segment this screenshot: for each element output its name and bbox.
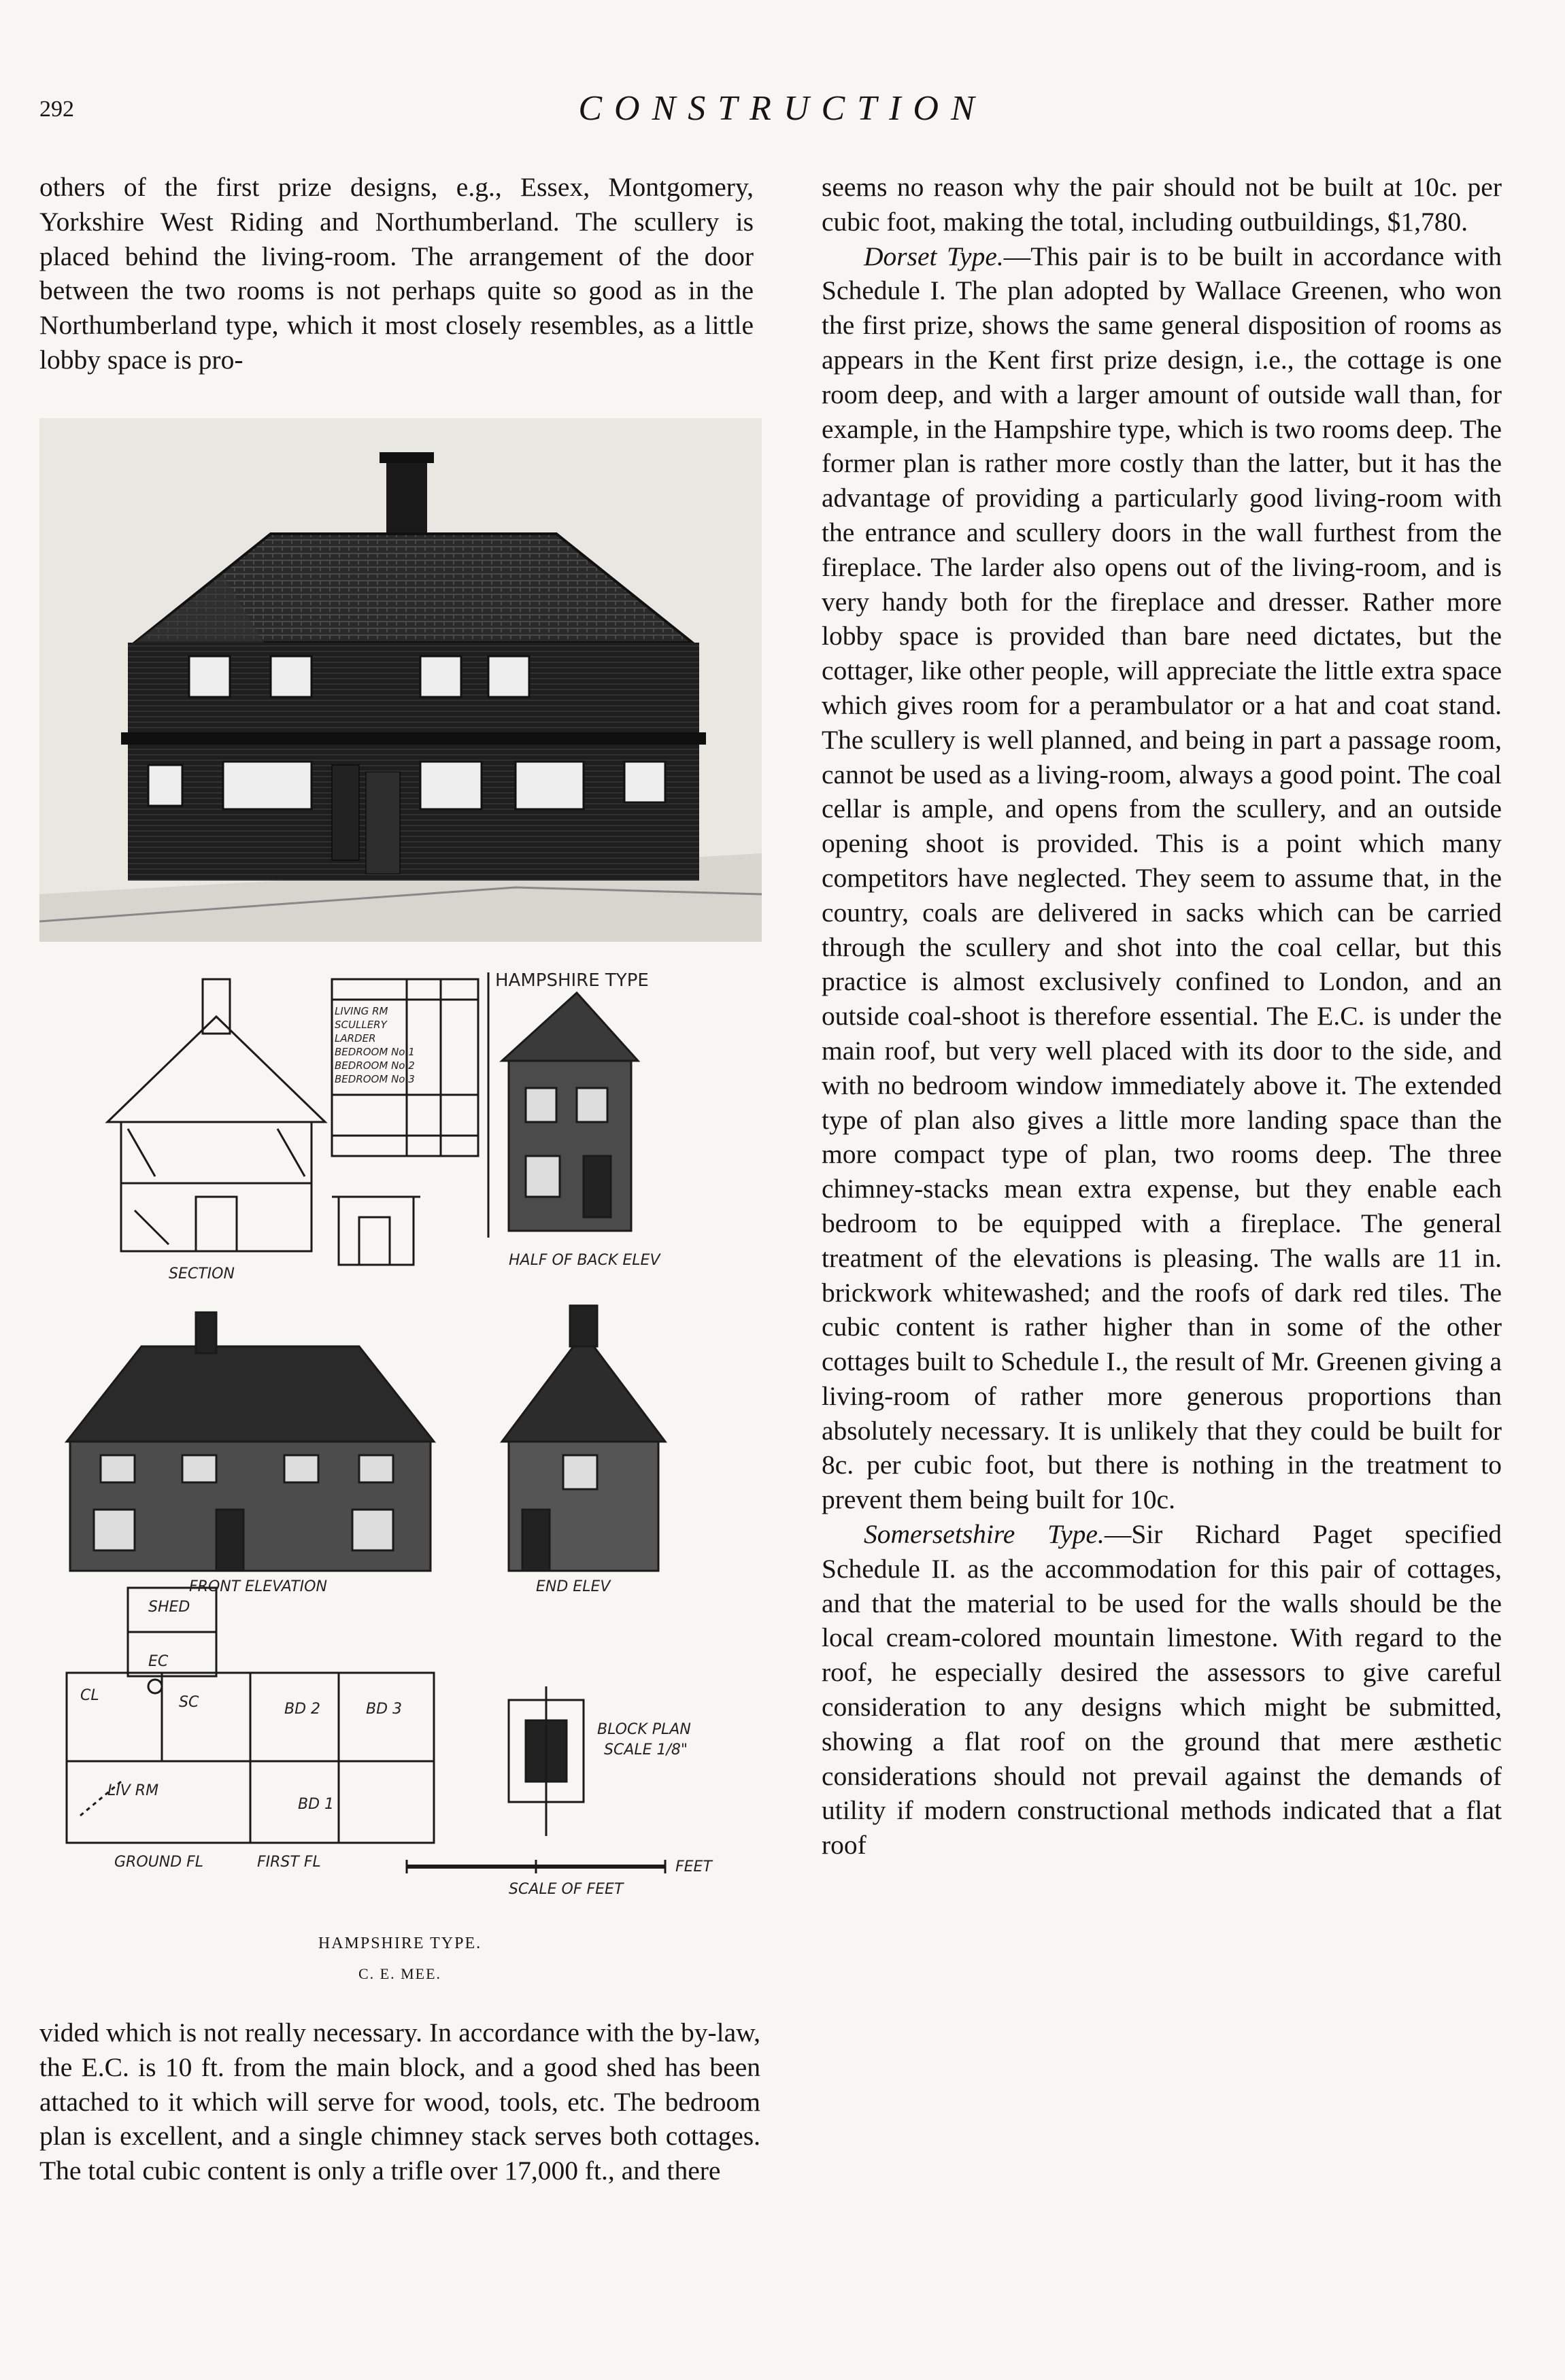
schedule-row: BEDROOM No 2 xyxy=(335,1059,415,1072)
label-end-elev: END ELEV xyxy=(536,1578,611,1595)
architectural-drawings xyxy=(39,952,760,1924)
label-feet: FEET xyxy=(675,1858,712,1875)
schedule-row: BEDROOM No 3 xyxy=(335,1073,415,1085)
label-bd1: BD 1 xyxy=(298,1796,335,1813)
label-scale: SCALE OF FEET xyxy=(509,1881,624,1898)
schedule-row: LIVING RM xyxy=(335,1005,388,1017)
cottage-photograph xyxy=(39,418,762,942)
label-bd2: BD 2 xyxy=(284,1701,321,1718)
label-shed: SHED xyxy=(148,1599,190,1616)
schedule-row: SCULLERY xyxy=(335,1019,387,1031)
left-column-top xyxy=(39,170,754,377)
left-column-bottom xyxy=(39,2016,760,2188)
figure-credit: C. E. MEE. xyxy=(358,1965,442,1982)
label-back-elev: HALF OF BACK ELEV xyxy=(509,1252,660,1269)
drawing-title: HAMPSHIRE TYPE xyxy=(495,970,649,991)
label-section: SECTION xyxy=(169,1265,235,1282)
paragraph: vided which is not really necessary. In accordance with the by-law, the E.C. is 10 ft. from the main block, and a good shed has been attached to it which will serve for wood, tools, etc. The bedroom plan is excellent, and a single chimney stack serves both cottages. The total cubic content is only a trifle over 17,000 ft., and there xyxy=(39,2018,760,2186)
label-ec: EC xyxy=(148,1653,169,1670)
paragraph: others of the first prize designs, e.g., Essex, Montgomery, Yorkshire West Riding and Northumberland. The scullery is placed behind the living-room. The arrangement of the door between the two rooms is not perhaps quite so good as in the Northumberland type, which it most closely resembles, as a little lobby space is pro- xyxy=(39,172,754,375)
label-first-floor: FIRST FL xyxy=(257,1854,321,1871)
subhead-somerset: Somersetshire Type. xyxy=(864,1519,1105,1550)
label-living-room: LIV RM xyxy=(107,1782,159,1799)
figure-caption: HAMPSHIRE TYPE. xyxy=(318,1935,482,1952)
paragraph-dorset xyxy=(822,239,1502,1517)
label-scullery: SC xyxy=(179,1694,199,1711)
paragraph-somerset xyxy=(822,1517,1502,1863)
label-ground-floor: GROUND FL xyxy=(114,1854,204,1871)
page-number: 292 xyxy=(39,97,74,122)
label-cl: CL xyxy=(80,1687,99,1704)
schedule-row: LARDER xyxy=(335,1032,376,1044)
running-title: CONSTRUCTION xyxy=(578,89,987,128)
schedule-row: BEDROOM No 1 xyxy=(335,1046,415,1058)
subhead-dorset: Dorset Type. xyxy=(864,241,1004,271)
right-column xyxy=(822,170,1502,1863)
label-bd3: BD 3 xyxy=(366,1701,403,1718)
label-block-scale: SCALE 1/8" xyxy=(604,1741,688,1758)
paragraph-body: —This pair is to be built in accordance with Schedule I. The plan adopted by Wallace Greenen, who won the first prize, shows the same general disposition of rooms as appears in the Kent first prize design, i.e., the cottage is one room deep, and with a larger amount of outside wall than, for example, in the Hampshire type, which is two rooms deep. The former plan is rather more costly than the latter, but it has the advantage of providing a particularly good living-room with the entrance and scullery doors in the wall furthest from the fireplace. The larder also opens out of the living-room, and is very handy both for the fireplace and dresser. Rather more lobby space is provided than bare need dictates, but the cottager, like other people, will appreciate the little extra space which gives room for a perambulator or a hat and coat stand. The scullery is well planned, and being in part a passage room, cannot be used as a living-room, always a good point. The coal cellar is ample, and opens from the scullery, and an outside opening shoot is provided. This is a point which many competitors have neglected. They seem to assume that, in the country, coals are delivered in sacks which can be carried through the scullery and shot into the coal cellar, but this practice is almost exclusively confined to London, and an outside coal-shoot is therefore essential. The E.C. is under the main roof, but very well placed with its door to the side, and with no bedroom window immediately above it. The extended type of plan also gives a little more landing space than the more compact type of plan, two rooms deep. The three chimney-stacks mean extra expense, but they enable each bedroom to be equipped with a fireplace. The general treatment of the elevations is pleasing. The walls are 11 in. brickwork whitewashed; and the roofs of dark red tiles. The cubic content is rather higher than in some of the other cottages built to Schedule I., the result of Mr. Greenen giving a living-room of rather more generous proportions than absolutely necessary. It is unlikely that they could be built for 8c. per cubic foot, but there is nothing in the treatment to prevent them being built for 10c. xyxy=(822,241,1502,1515)
paragraph-body: —Sir Richard Paget specified Schedule II. as the accommodation for this pair of cottages, and that the material to be used for the walls should be the local cream-colored mountain limestone. With regard to the roof, he especially desired the assessors to give careful consideration to any designs which might be submitted, showing a flat roof on the ground that mere æsthetic considerations should not prevail against the demands of utility if modern constructional methods indicated that a flat roof xyxy=(822,1519,1502,1860)
label-front-elevation: FRONT ELEVATION xyxy=(189,1578,327,1595)
label-block-plan: BLOCK PLAN xyxy=(597,1721,691,1738)
paragraph: seems no reason why the pair should not be built at 10c. per cubic foot, making the total, including outbuildings, $1,780. xyxy=(822,172,1502,237)
